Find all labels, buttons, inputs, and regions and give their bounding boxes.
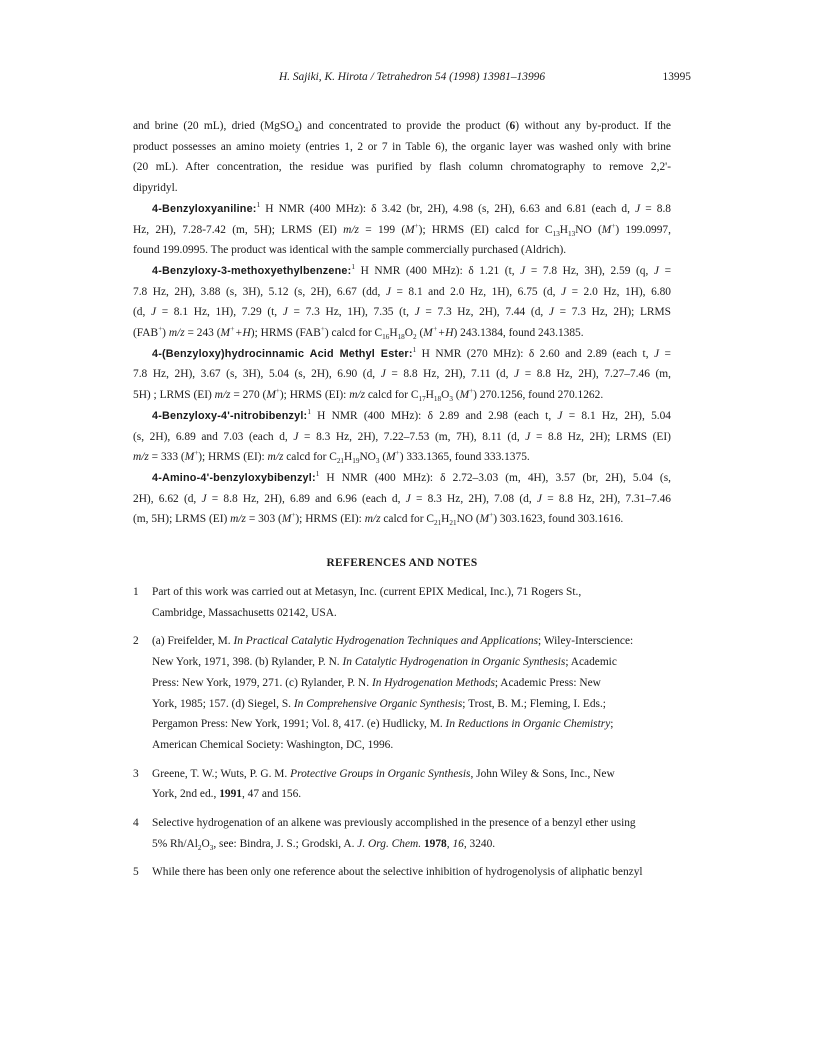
reference-number: 2 [133, 635, 139, 648]
reference-number: 1 [133, 586, 139, 598]
compound-entry-line: 4-(Benzyloxy)hydrocinnamic Acid Methyl Ester:$^1$ H NMR (270 MHz): δ 2.60 and 2.89 (each t, J = [152, 345, 671, 360]
text-line: (FAB+) m/z = 243 (M++H); HRMS (FAB+) calcd for $C_{16}H_{18}O_2$ (M++H) 243.1384, found 243.1385. [133, 325, 584, 342]
text-line: Part of this work was carried out at Metasyn, Inc. (current EPIX Medical, Inc.), 71 Rogers St., [152, 586, 582, 598]
compound-name: 4-Benzyloxy-3-methoxyethylbenzene: [152, 264, 352, 277]
running-head-citation: H. Sajiki, K. Hirota / Tetrahedron 54 (1998) 13981–13996 [278, 71, 546, 83]
experimental-text [133, 116, 671, 530]
text-line: (s, 2H), 6.89 and 7.03 (each d, J = 8.3 Hz, 2H), 7.22–7.53 (m, 7H), 8.11 (d, J = 8.8 Hz, 2H); LRMS (EI) [133, 430, 671, 443]
reference-item [133, 764, 671, 805]
text-line: 2H), 6.62 (d, J = 8.8 Hz, 2H), 6.89 and 6.96 (each d, J = 8.3 Hz, 2H), 7.08 (d, J = 8.8 Hz, 2H), 7.31–7.46 [133, 492, 671, 505]
page-number: 13995 [662, 71, 691, 83]
text-line: Press: New York, 1979, 271. (c) Rylander, P. N. In Hydrogenation Methods; Academic Press: New [152, 676, 601, 689]
compound-entry-line: 4-Benzyloxyaniline:$^1$ H NMR (400 MHz): δ 3.42 (br, 2H), 4.98 (s, 2H), 6.63 and 6.81 (each d, J = 8.8 [152, 200, 672, 215]
reference-number: 5 [133, 866, 139, 879]
text-line: 5% $Rh/Al_2O_3$, see: Bindra, J. S.; Grodski, A. J. Org. Chem. 1978, 16, 3240. [152, 837, 496, 852]
compound-name: 4-Benzyloxy-4'-nitrobibenzyl: [152, 409, 308, 422]
text-line: found 199.0995. The product was identical with the sample commercially purchased (Aldrich). [133, 244, 567, 257]
compound-name: 4-(Benzyloxy)hydrocinnamic Acid Methyl Ester: [152, 347, 413, 360]
compound-entry-line: 4-Amino-4'-benzyloxybibenzyl:$^1$ H NMR (400 MHz): δ 2.72–3.03 (m, 4H), 3.57 (br, 2H), 5.04 (s, [152, 469, 671, 484]
compound-name: 4-Benzyloxyaniline: [152, 202, 257, 215]
references-heading: REFERENCES AND NOTES [326, 557, 478, 569]
reference-item [133, 862, 671, 883]
text-line: product possesses an amino moiety (entries 1, 2 or 7 in Table 6), the organic layer was washed only with brine [133, 140, 671, 153]
compound-name: 4-Amino-4'-benzyloxybibenzyl: [152, 471, 316, 484]
text-line: New York, 1971, 398. (b) Rylander, P. N. In Catalytic Hydrogenation in Organic Synthesis; Academic [152, 656, 617, 669]
text-line: York, 2nd ed., 1991, 47 and 156. [152, 788, 302, 801]
text-line: York, 1985; 157. (d) Siegel, S. In Comprehensive Organic Synthesis; Trost, B. M.; Fleming, I. Eds.; [152, 697, 606, 710]
text-line: 7.8 Hz, 2H), 3.88 (s, 3H), 5.12 (s, 2H), 6.67 (dd, J = 8.1 and 2.0 Hz, 1H), 6.75 (d, J = 2.0 Hz, 1H), 6.80 [133, 285, 671, 298]
reference-number: 4 [133, 817, 139, 830]
compound-entry-line: 4-Benzyloxy-4'-nitrobibenzyl:$^1$ H NMR (400 MHz): δ 2.89 and 2.98 (each t, J = 8.1 Hz, 2H), 5.04 [152, 407, 671, 422]
running-head [133, 71, 691, 87]
text-line: American Chemical Society: Washington, DC, 1996. [152, 738, 394, 751]
reference-number: 3 [133, 767, 139, 780]
text-line: dipyridyl. [133, 182, 178, 195]
text-line: (a) Freifelder, M. In Practical Catalytic Hydrogenation Techniques and Applications; Wiley-Interscience: [152, 635, 634, 648]
reference-item [133, 813, 671, 854]
text-line: Cambridge, Massachusetts 02142, USA. [152, 606, 337, 619]
text-line: Pergamon Press: New York, 1991; Vol. 8, 417. (e) Hudlicky, M. In Reductions in Organic Chemistry; [152, 718, 614, 731]
text-line: and brine (20 mL), dried (MgSO$_4$) and concentrated to provide the product (6) without any by-product. If the [133, 120, 671, 134]
text-line: While there has been only one reference about the selective inhibition of hydrogenolysis of aliphatic benzyl [152, 866, 643, 879]
text-line: (m, 5H); LRMS (EI) m/z = 303 (M+); HRMS (EI): m/z calcd for $C_{21}H_{21}NO$ (M+) 303.1623, found 303.1616. [133, 511, 624, 528]
compound-entry-line: 4-Benzyloxy-3-methoxyethylbenzene:$^1$ H NMR (400 MHz): δ 1.21 (t, J = 7.8 Hz, 3H), 2.59 (q, J = [152, 262, 671, 277]
text-line: Hz, 2H), 7.28-7.42 (m, 5H); LRMS (EI) m/z = 199 (M+); HRMS (EI) calcd for $C_{13}H_{13}NO$ (M+) 199.0997, [133, 221, 671, 238]
text-line: 5H) ; LRMS (EI) m/z = 270 (M+); HRMS (EI): m/z calcd for $C_{17}H_{18}O_3$ (M+) 270.1256, found 270.1262. [133, 387, 604, 404]
text-line: m/z = 333 (M+); HRMS (EI): m/z calcd for $C_{21}H_{19}NO_3$ (M+) 333.1365, found 333.1375. [133, 449, 530, 466]
references-list [133, 582, 671, 891]
reference-item [133, 631, 671, 755]
reference-item [133, 582, 671, 623]
text-line: (20 mL). After concentration, the residue was purified by flash column chromatography to remove 2,2'- [133, 161, 671, 174]
text-line: (d, J = 8.1 Hz, 1H), 7.29 (t, J = 7.3 Hz, 1H), 7.35 (t, J = 7.3 Hz, 2H), 7.44 (d, J = 7.3 Hz, 2H); LRMS [133, 306, 671, 319]
text-line: 7.8 Hz, 2H), 3.67 (s, 3H), 5.04 (s, 2H), 6.90 (d, J = 8.8 Hz, 2H), 7.11 (d, J = 8.8 Hz, 2H), 7.27–7.46 (m, [133, 368, 671, 381]
text-line: Selective hydrogenation of an alkene was previously accomplished in the presence of a benzyl ether using [152, 817, 636, 830]
text-line: Greene, T. W.; Wuts, P. G. M. Protective Groups in Organic Synthesis, John Wiley & Sons, Inc., New [152, 767, 615, 780]
